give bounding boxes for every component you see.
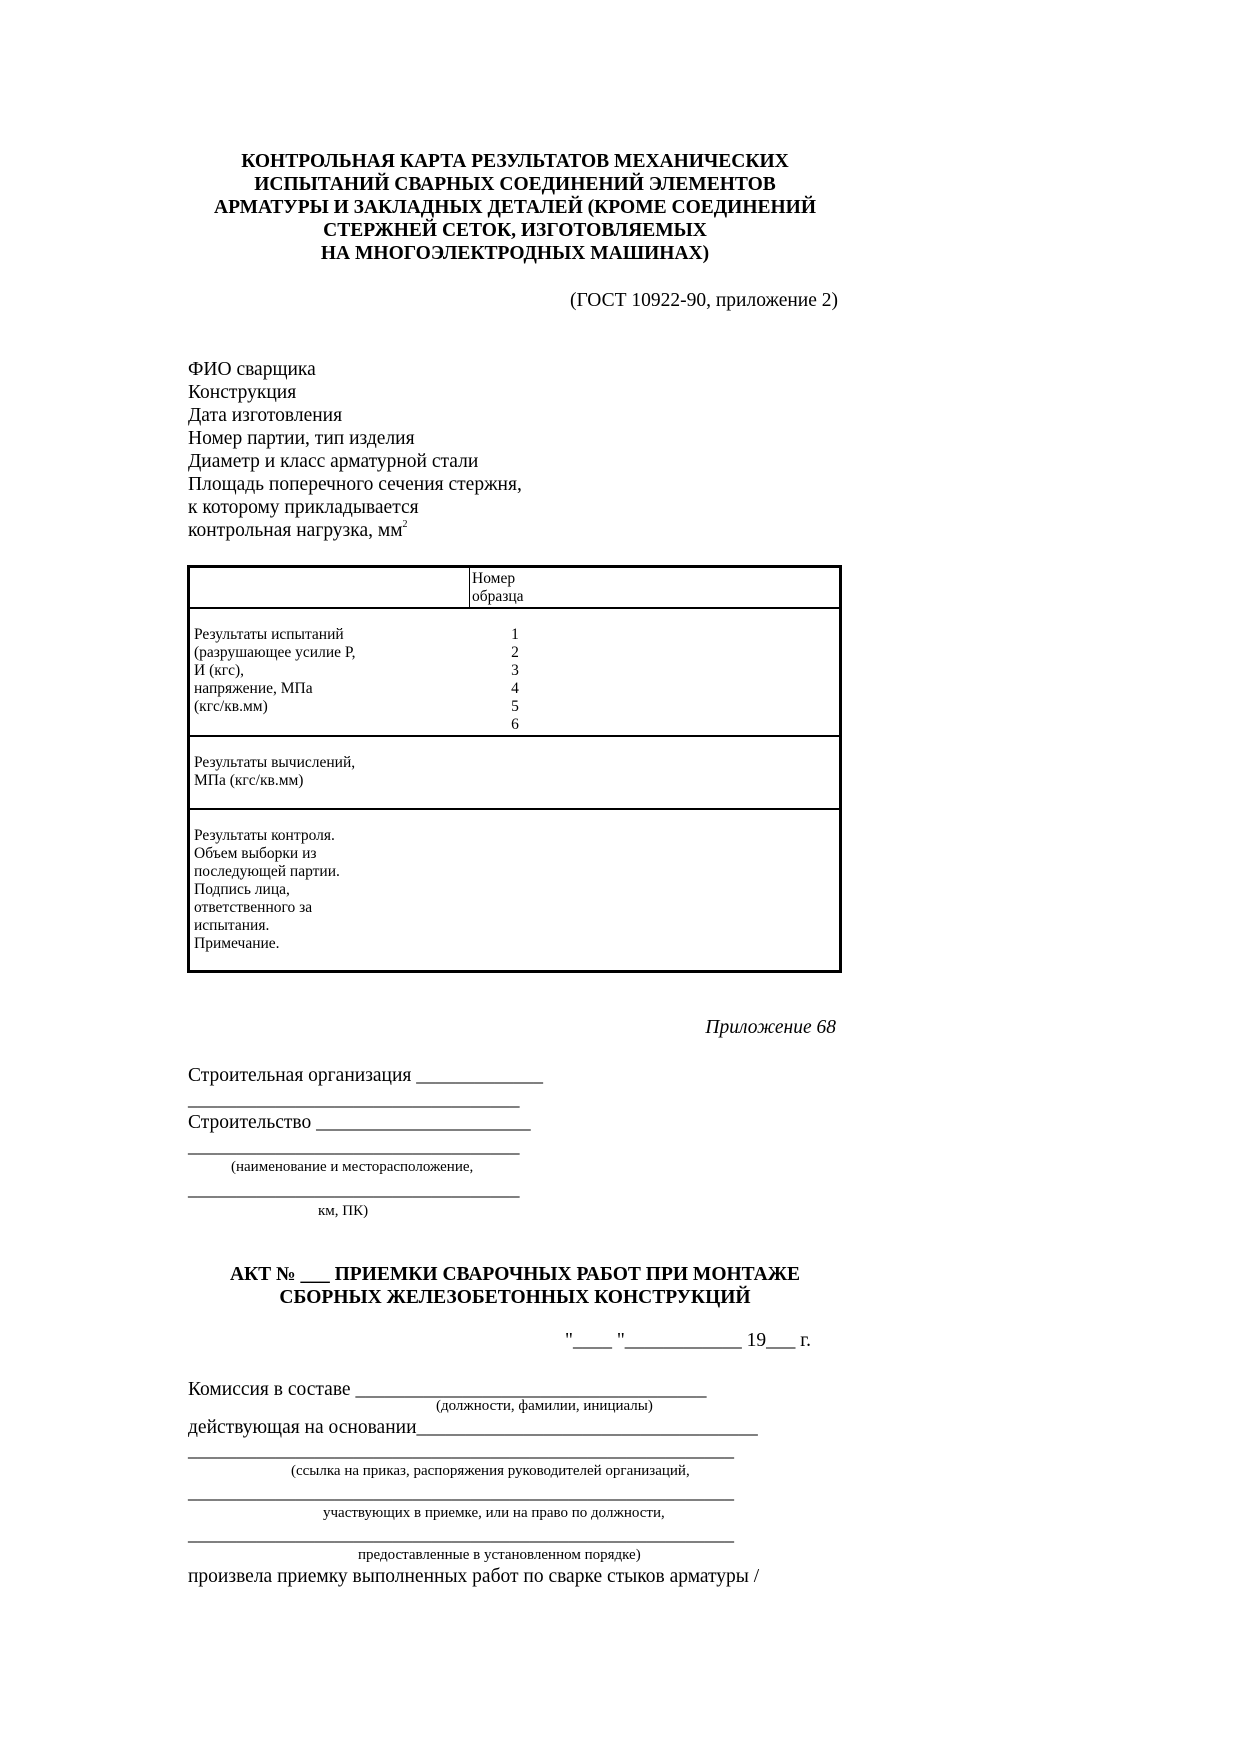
commission-line: ________________________________________________________ [188, 1440, 734, 1461]
act-title [170, 1263, 860, 1309]
act-date: "____ "____________ 19___ г. [565, 1330, 811, 1351]
header-sample-number: Номер образца [472, 570, 524, 605]
superscript: 2 [402, 519, 408, 530]
table-divider [190, 735, 839, 737]
commission-line: действующая на основании___________________________________ [188, 1417, 758, 1438]
results-table [187, 565, 842, 973]
gost-reference: (ГОСТ 10922-90, приложение 2) [569, 290, 838, 311]
field-area-2: к которому прикладывается [188, 497, 419, 518]
org-line: __________________________________ [188, 1088, 520, 1110]
sample-number: 1 [511, 626, 519, 643]
commission-block [188, 1378, 759, 1588]
title-line: СТЕРЖНЕЙ СЕТОК, ИЗГОТОВЛЯЕМЫХ [323, 220, 707, 241]
sample-number: 5 [511, 698, 519, 715]
cell-test-results: Результаты испытаний (разрушающее усилие Р, И (кгс), напряжение, МПа (кгс/кв.мм) [194, 626, 356, 715]
commission-hint: предоставленные в установленном порядке) [358, 1547, 641, 1563]
commission-hint: участвующих в приемке, или на право по должности, [323, 1505, 665, 1521]
act-title-line: АКТ № ___ ПРИЕМКИ СВАРОЧНЫХ РАБОТ ПРИ МОНТАЖЕ [229, 1264, 801, 1285]
commission-line: Комиссия в составе ____________________________________ [188, 1379, 707, 1400]
title-line: НА МНОГОЭЛЕКТРОДНЫХ МАШИНАХ) [320, 243, 710, 264]
org-line: __________________________________ [188, 1179, 520, 1200]
org-hint: (наименование и месторасположение, [231, 1159, 474, 1175]
title-line: АРМАТУРЫ И ЗАКЛАДНЫХ ДЕТАЛЕЙ (КРОМЕ СОЕДИНЕНИЙ [213, 197, 817, 218]
appendix-label: Приложение 68 [705, 1017, 836, 1038]
cell-control-results: Результаты контроля. Объем выборки из последующей партии. Подпись лица, ответственного за испытания. Примечание. [194, 827, 340, 952]
org-line: Строительство ______________________ [188, 1112, 531, 1133]
org-hint: км, ПК) [318, 1202, 369, 1219]
act-title-line: СБОРНЫХ ЖЕЛЕЗОБЕТОННЫХ КОНСТРУКЦИЙ [279, 1287, 751, 1308]
organization-block [188, 1064, 543, 1221]
commission-line: произвела приемку выполненных работ по сварке стыков арматуры / [188, 1566, 760, 1587]
field-welder: ФИО сварщика [188, 359, 316, 380]
sample-number: 2 [511, 644, 519, 661]
field-date: Дата изготовления [188, 405, 343, 426]
table-divider [190, 607, 839, 609]
commission-hint: (ссылка на приказ, распоряжения руководителей организаций, [291, 1463, 690, 1479]
table-divider [190, 808, 839, 810]
title-line: ИСПЫТАНИЙ СВАРНЫХ СОЕДИНЕНИЙ ЭЛЕМЕНТОВ [254, 174, 776, 195]
commission-line: ________________________________________________________ [188, 1524, 734, 1545]
document-title [170, 150, 860, 265]
cell-calculation-results: Результаты вычислений, МПа (кгс/кв.мм) [194, 754, 356, 789]
sample-number: 4 [511, 680, 519, 697]
field-area-3 [188, 519, 522, 542]
title-line: КОНТРОЛЬНАЯ КАРТА РЕЗУЛЬТАТОВ МЕХАНИЧЕСКИХ [241, 151, 789, 172]
field-area-1: Площадь поперечного сечения стержня, [188, 474, 522, 495]
field-construction: Конструкция [188, 382, 297, 403]
sample-number: 6 [511, 716, 519, 733]
org-line: Строительная организация _____________ [188, 1065, 544, 1086]
table-divider [469, 568, 470, 607]
field-area-label: контрольная нагрузка, мм [188, 520, 403, 541]
commission-hint: (должности, фамилии, инициалы) [436, 1398, 653, 1414]
field-batch: Номер партии, тип изделия [188, 428, 415, 449]
sample-numbers [508, 626, 522, 734]
commission-line: ________________________________________________________ [188, 1482, 734, 1503]
card-fields [188, 358, 522, 542]
sample-number: 3 [511, 662, 519, 679]
field-diameter: Диаметр и класс арматурной стали [188, 451, 479, 472]
org-line: __________________________________ [188, 1135, 520, 1157]
